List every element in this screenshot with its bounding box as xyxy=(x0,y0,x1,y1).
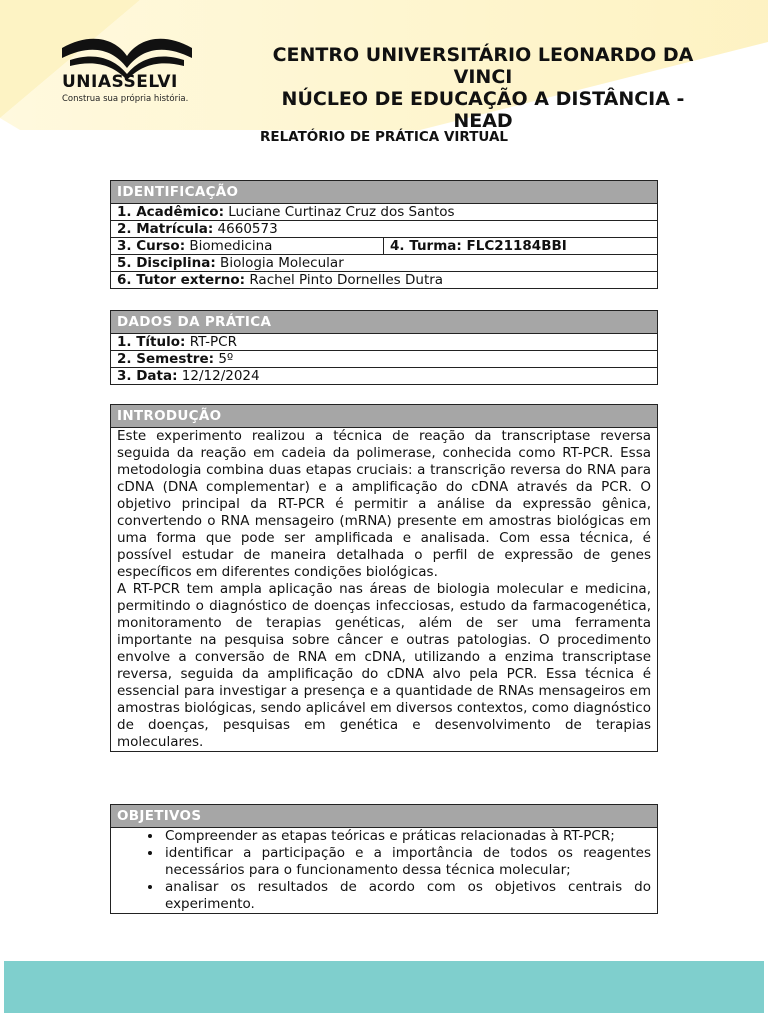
objective-item: • analisar os resultados de acordo com os objetivos centrais do experimento. xyxy=(163,879,651,913)
discipline-label: 5. Disciplina: xyxy=(117,255,216,271)
registration-row xyxy=(111,221,658,238)
objectives-body xyxy=(111,828,658,914)
logo-tagline: Construa sua própria história. xyxy=(62,94,189,104)
class-label: 4. Turma: xyxy=(390,238,462,254)
academic-value: Luciane Curtinaz Cruz dos Santos xyxy=(223,204,455,220)
practice-data-heading: DADOS DA PRÁTICA xyxy=(111,311,658,334)
class-cell xyxy=(384,238,658,255)
practice-data-table xyxy=(110,310,658,385)
introduction-paragraph-1: Este experimento realizou a técnica de reação da transcriptase reversa seguida da reação em cadeia da polimerase, conhecida como RT-PCR. Essa metodologia combina duas etapas cruciais: a transcrição reversa do RNA para cDNA (DNA complementar) e a amplificação do cDNA através da PCR. O objetivo principal da RT-PCR é permitir a análise da expressão gênica, convertendo o RNA mensageiro (mRNA) presente em amostras biológicas em uma forma que pode ser amplificada e analisada. Com essa técnica, é possível estudar de maneira detalhada o perfil de expressão de genes específicos em diferentes condições biológicas. xyxy=(117,428,651,580)
date-value: 12/12/2024 xyxy=(177,368,260,384)
institution-title-line2: VINCI xyxy=(453,66,513,88)
objective-item: • identificar a participação e a importância de todos os reagentes necessários para o funcionamento dessa técnica molecular; xyxy=(163,845,651,879)
institution-title-line4: NEAD xyxy=(453,110,513,132)
semester-value: 5º xyxy=(214,351,234,367)
footer-band xyxy=(4,961,764,1013)
course-label: 3. Curso: xyxy=(117,238,186,254)
identification-heading: IDENTIFICAÇÃO xyxy=(111,181,658,204)
report-title: RELATÓRIO DE PRÁTICA VIRTUAL xyxy=(259,129,509,145)
introduction-body xyxy=(111,428,658,752)
institution-title xyxy=(238,44,728,132)
registration-label: 2. Matrícula: xyxy=(117,221,214,237)
date-row xyxy=(111,368,658,385)
objectives-heading: OBJETIVOS xyxy=(111,805,658,828)
title-value: RT-PCR xyxy=(185,334,237,350)
institution-title-line3: NÚCLEO DE EDUCAÇÃO A DISTÂNCIA - xyxy=(281,88,685,110)
tutor-label: 6. Tutor externo: xyxy=(117,272,246,288)
course-value: Biomedicina xyxy=(185,238,273,254)
course-cell xyxy=(111,238,384,255)
date-label: 3. Data: xyxy=(117,368,178,384)
discipline-value: Biologia Molecular xyxy=(215,255,344,271)
semester-label: 2. Semestre: xyxy=(117,351,215,367)
title-label: 1. Título: xyxy=(117,334,186,350)
identification-table xyxy=(110,180,658,289)
registration-value: 4660573 xyxy=(213,221,278,237)
academic-label: 1. Acadêmico: xyxy=(117,204,224,220)
institution-title-line1: CENTRO UNIVERSITÁRIO LEONARDO DA xyxy=(272,44,694,66)
objectives-list xyxy=(111,828,651,913)
introduction-paragraph-2: A RT-PCR tem ampla aplicação nas áreas de biologia molecular e medicina, permitindo o diagnóstico de doenças infecciosas, estudo da farmacogenética, monitoramento de terapias genéticas, além de ser uma ferramenta importante na pesquisa sobre câncer e outras patologias. O procedimento envolve a conversão de RNA em cDNA, utilizando a enzima transcriptase reversa, seguida da amplificação do cDNA alvo pela PCR. Essa técnica é essencial para investigar a presença e a quantidade de RNAs mensageiros em amostras biológicas, sendo aplicável em diversos contextos, como diagnóstico de doenças, pesquisas em genética e desenvolvimento de terapias moleculares. xyxy=(117,581,651,750)
discipline-row xyxy=(111,255,658,272)
title-row xyxy=(111,334,658,351)
tutor-row xyxy=(111,272,658,289)
objective-item: • Compreender as etapas teóricas e práticas relacionadas à RT-PCR; xyxy=(163,828,651,845)
logo-wordmark: UNIASSELVI xyxy=(62,72,178,92)
introduction-table xyxy=(110,404,658,752)
class-value: FLC21184BBI xyxy=(461,238,567,254)
introduction-heading: INTRODUÇÃO xyxy=(111,405,658,428)
objectives-table xyxy=(110,804,658,914)
semester-row xyxy=(111,351,658,368)
academic-row xyxy=(111,204,658,221)
tutor-value: Rachel Pinto Dornelles Dutra xyxy=(245,272,444,288)
